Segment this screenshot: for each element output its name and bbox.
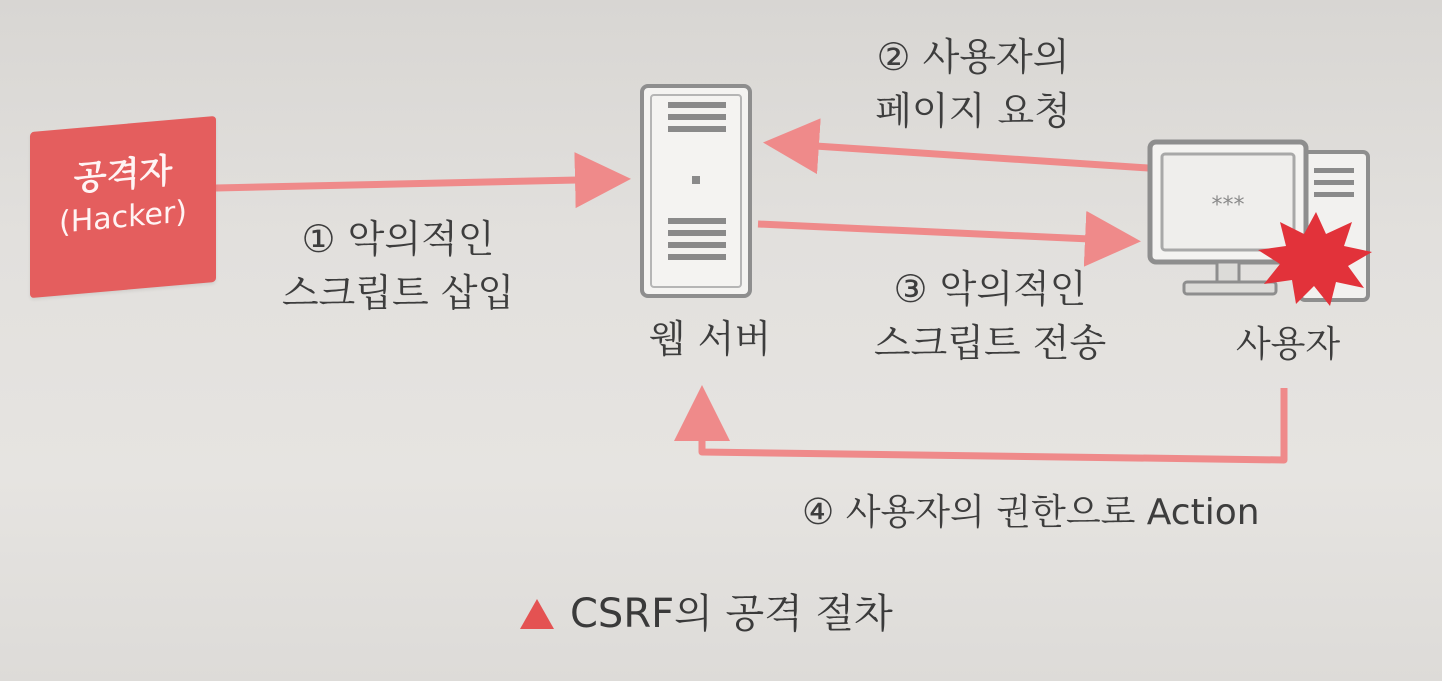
- arrow-server-to-user: [758, 224, 1134, 241]
- hacker-box: [30, 116, 216, 298]
- hacker-title: 공격자: [73, 150, 173, 200]
- step2-line1: ② 사용자의: [876, 35, 1070, 79]
- figure-caption: [520, 586, 893, 642]
- server-icon: [642, 86, 750, 296]
- step4-label: [802, 486, 1260, 540]
- monitor-screen-text: ***: [1211, 193, 1245, 218]
- user-label: 사용자: [1235, 324, 1341, 365]
- arrow-user-action-to-server: [702, 388, 1284, 460]
- step1-line2: 스크립트 삽입: [281, 271, 515, 315]
- triangle-icon: [520, 599, 554, 629]
- server-label: 웹 서버: [648, 317, 772, 361]
- step2-line2: 페이지 요청: [875, 89, 1071, 133]
- step3-label: [860, 262, 1120, 370]
- step1-label: [268, 212, 528, 320]
- arrow-user-to-server: [770, 143, 1148, 168]
- caption-text: CSRF의 공격 절차: [570, 591, 893, 637]
- arrow-hacker-to-server: [216, 179, 624, 188]
- step4-text: ④ 사용자의 권한으로 Action: [802, 492, 1260, 533]
- step1-line1: ① 악의적인: [301, 217, 495, 261]
- step3-line2: 스크립트 전송: [873, 321, 1107, 365]
- hacker-subtitle: (Hacker): [59, 194, 187, 241]
- step2-label: [858, 30, 1088, 138]
- step3-line1: ③ 악의적인: [893, 267, 1087, 311]
- user-computer-icon: [1150, 142, 1372, 306]
